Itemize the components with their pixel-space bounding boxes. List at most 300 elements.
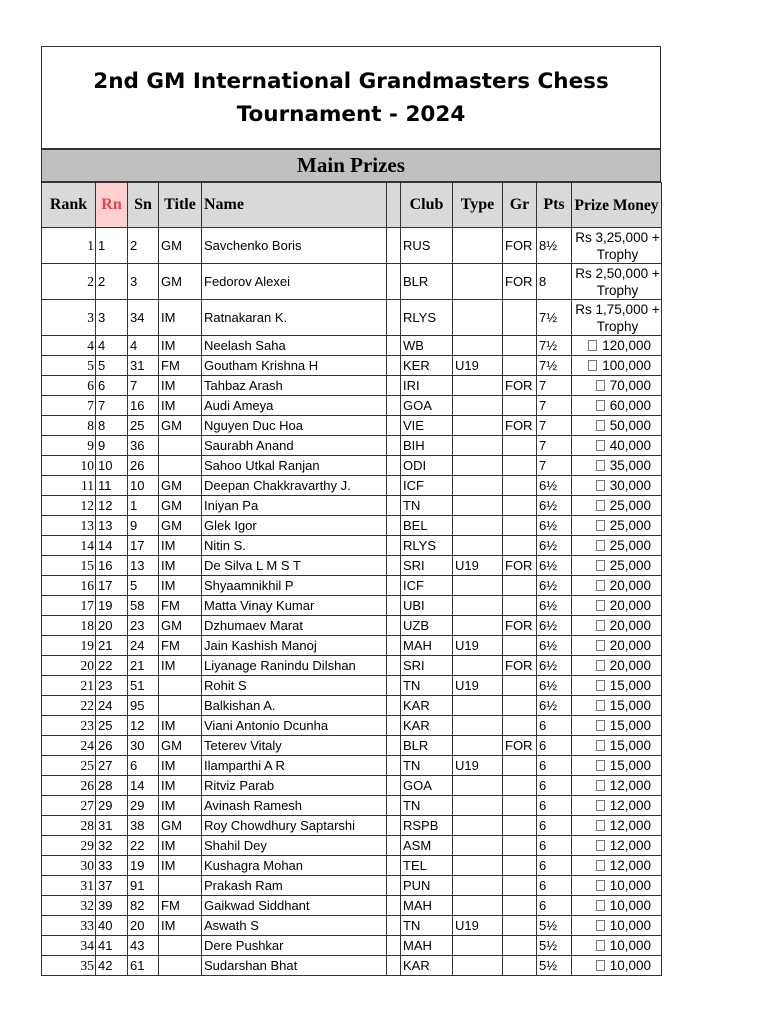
table-row	[42, 228, 662, 264]
cell-spacer	[387, 956, 401, 976]
currency-symbol-icon	[596, 580, 605, 591]
cell-type	[453, 264, 503, 300]
cell-title: FM	[159, 596, 202, 616]
table-row	[42, 836, 662, 856]
cell-title: FM	[159, 636, 202, 656]
cell-type	[453, 596, 503, 616]
cell-rn: 23	[96, 676, 128, 696]
cell-money	[572, 736, 662, 756]
currency-symbol-icon	[596, 880, 605, 891]
cell-title: FM	[159, 896, 202, 916]
cell-title: IM	[159, 796, 202, 816]
cell-spacer	[387, 416, 401, 436]
cell-money	[572, 576, 662, 596]
cell-gr	[503, 396, 537, 416]
cell-gr	[503, 836, 537, 856]
cell-rank: 15	[42, 556, 96, 576]
cell-rank: 23	[42, 716, 96, 736]
cell-spacer	[387, 936, 401, 956]
cell-money-value: 70,000	[609, 378, 651, 393]
cell-club: UZB	[401, 616, 453, 636]
cell-pts: 6½	[537, 556, 572, 576]
cell-rank: 19	[42, 636, 96, 656]
cell-name: Gaikwad Siddhant	[202, 896, 387, 916]
cell-club: TN	[401, 796, 453, 816]
cell-title	[159, 956, 202, 976]
cell-name: Aswath S	[202, 916, 387, 936]
cell-rn: 42	[96, 956, 128, 976]
cell-club: TN	[401, 756, 453, 776]
currency-symbol-icon	[596, 860, 605, 871]
cell-sn: 13	[128, 556, 159, 576]
col-header-prize-money: Prize Money	[572, 183, 662, 228]
table-row	[42, 876, 662, 896]
cell-title: IM	[159, 300, 202, 336]
cell-sn: 2	[128, 228, 159, 264]
cell-spacer	[387, 396, 401, 416]
cell-type	[453, 716, 503, 736]
cell-gr: FOR	[503, 376, 537, 396]
cell-gr: FOR	[503, 736, 537, 756]
cell-money-value: 15,000	[609, 678, 651, 693]
cell-money: Rs 2,50,000 + Trophy	[572, 264, 662, 300]
cell-club: BLR	[401, 264, 453, 300]
cell-sn: 5	[128, 576, 159, 596]
col-header-spacer	[387, 183, 401, 228]
cell-title: IM	[159, 536, 202, 556]
cell-title	[159, 876, 202, 896]
cell-club: KAR	[401, 716, 453, 736]
cell-club: GOA	[401, 776, 453, 796]
cell-gr	[503, 516, 537, 536]
cell-type	[453, 456, 503, 476]
cell-sn: 23	[128, 616, 159, 636]
tournament-title: 2nd GM International Grandmasters Chess Tournament - 2024	[41, 46, 661, 148]
cell-pts: 7	[537, 416, 572, 436]
cell-spacer	[387, 356, 401, 376]
cell-sn: 17	[128, 536, 159, 556]
cell-money-value: 10,000	[609, 898, 651, 913]
table-row	[42, 656, 662, 676]
cell-sn: 29	[128, 796, 159, 816]
cell-name: Savchenko Boris	[202, 228, 387, 264]
cell-sn: 82	[128, 896, 159, 916]
cell-rank: 7	[42, 396, 96, 416]
cell-name: Dere Pushkar	[202, 936, 387, 956]
cell-pts: 8½	[537, 228, 572, 264]
cell-sn: 1	[128, 496, 159, 516]
cell-club: ICF	[401, 576, 453, 596]
table-row	[42, 856, 662, 876]
cell-title	[159, 676, 202, 696]
cell-rank: 9	[42, 436, 96, 456]
header-row	[42, 183, 662, 228]
cell-money-value: 15,000	[609, 718, 651, 733]
cell-pts: 5½	[537, 956, 572, 976]
cell-rank: 33	[42, 916, 96, 936]
cell-pts: 6	[537, 776, 572, 796]
cell-pts: 6	[537, 756, 572, 776]
cell-name: Sudarshan Bhat	[202, 956, 387, 976]
cell-type	[453, 396, 503, 416]
cell-spacer	[387, 756, 401, 776]
table-row	[42, 696, 662, 716]
cell-money	[572, 796, 662, 816]
cell-club: ASM	[401, 836, 453, 856]
cell-money	[572, 756, 662, 776]
cell-sn: 7	[128, 376, 159, 396]
cell-title: GM	[159, 736, 202, 756]
cell-money	[572, 776, 662, 796]
cell-type	[453, 300, 503, 336]
cell-pts: 6½	[537, 516, 572, 536]
col-header-sn: Sn	[128, 183, 159, 228]
cell-type: U19	[453, 556, 503, 576]
table-row	[42, 756, 662, 776]
cell-title: IM	[159, 836, 202, 856]
cell-pts: 6	[537, 836, 572, 856]
cell-pts: 6	[537, 796, 572, 816]
cell-type	[453, 616, 503, 636]
currency-symbol-icon	[596, 700, 605, 711]
cell-rn: 33	[96, 856, 128, 876]
currency-symbol-icon	[588, 340, 597, 351]
cell-name: Nitin S.	[202, 536, 387, 556]
cell-club: BEL	[401, 516, 453, 536]
cell-type	[453, 376, 503, 396]
cell-name: Goutham Krishna H	[202, 356, 387, 376]
cell-club: KAR	[401, 956, 453, 976]
col-header-rank: Rank	[42, 183, 96, 228]
currency-symbol-icon	[596, 660, 605, 671]
cell-pts: 6½	[537, 576, 572, 596]
cell-sn: 43	[128, 936, 159, 956]
cell-sn: 30	[128, 736, 159, 756]
cell-title	[159, 696, 202, 716]
cell-title: IM	[159, 856, 202, 876]
cell-name: Dzhumaev Marat	[202, 616, 387, 636]
cell-spacer	[387, 636, 401, 656]
cell-type	[453, 516, 503, 536]
cell-money	[572, 696, 662, 716]
table-row	[42, 776, 662, 796]
cell-name: Roy Chowdhury Saptarshi	[202, 816, 387, 836]
cell-rn: 31	[96, 816, 128, 836]
cell-money	[572, 536, 662, 556]
cell-rank: 31	[42, 876, 96, 896]
currency-symbol-icon	[596, 920, 605, 931]
currency-symbol-icon	[588, 360, 597, 371]
cell-money	[572, 816, 662, 836]
currency-symbol-icon	[596, 640, 605, 651]
cell-rank: 3	[42, 300, 96, 336]
cell-money	[572, 556, 662, 576]
cell-sn: 16	[128, 396, 159, 416]
cell-club: MAH	[401, 936, 453, 956]
cell-type	[453, 576, 503, 596]
cell-gr	[503, 936, 537, 956]
cell-pts: 6½	[537, 616, 572, 636]
cell-type	[453, 796, 503, 816]
cell-pts: 7	[537, 436, 572, 456]
table-row	[42, 796, 662, 816]
cell-pts: 7	[537, 456, 572, 476]
cell-type	[453, 656, 503, 676]
cell-pts: 7½	[537, 336, 572, 356]
cell-type: U19	[453, 356, 503, 376]
table-row	[42, 376, 662, 396]
cell-money-value: 15,000	[609, 738, 651, 753]
cell-money-value: 35,000	[609, 458, 651, 473]
cell-name: Rohit S	[202, 676, 387, 696]
cell-rank: 12	[42, 496, 96, 516]
cell-rank: 27	[42, 796, 96, 816]
cell-spacer	[387, 596, 401, 616]
currency-symbol-icon	[596, 960, 605, 971]
cell-rn: 13	[96, 516, 128, 536]
table-row	[42, 416, 662, 436]
cell-money	[572, 836, 662, 856]
cell-type	[453, 856, 503, 876]
cell-type	[453, 876, 503, 896]
currency-symbol-icon	[596, 380, 605, 391]
cell-title	[159, 456, 202, 476]
currency-symbol-icon	[596, 900, 605, 911]
cell-rn: 28	[96, 776, 128, 796]
cell-pts: 6	[537, 856, 572, 876]
table-row	[42, 576, 662, 596]
cell-title: IM	[159, 916, 202, 936]
cell-sn: 20	[128, 916, 159, 936]
cell-spacer	[387, 836, 401, 856]
cell-rank: 17	[42, 596, 96, 616]
cell-gr: FOR	[503, 656, 537, 676]
cell-money-value: 20,000	[609, 638, 651, 653]
cell-gr	[503, 576, 537, 596]
currency-symbol-icon	[596, 740, 605, 751]
cell-sn: 22	[128, 836, 159, 856]
cell-pts: 6½	[537, 636, 572, 656]
cell-title: GM	[159, 496, 202, 516]
cell-type	[453, 896, 503, 916]
cell-rn: 10	[96, 456, 128, 476]
cell-sn: 4	[128, 336, 159, 356]
table-row	[42, 616, 662, 636]
currency-symbol-icon	[596, 400, 605, 411]
cell-money-value: 25,000	[609, 538, 651, 553]
cell-rank: 8	[42, 416, 96, 436]
cell-spacer	[387, 656, 401, 676]
cell-spacer	[387, 476, 401, 496]
cell-gr	[503, 896, 537, 916]
cell-sn: 31	[128, 356, 159, 376]
cell-title: IM	[159, 376, 202, 396]
cell-rn: 29	[96, 796, 128, 816]
cell-money-value: 40,000	[609, 438, 651, 453]
cell-spacer	[387, 856, 401, 876]
cell-club: MAH	[401, 636, 453, 656]
cell-pts: 7	[537, 396, 572, 416]
cell-name: Teterev Vitaly	[202, 736, 387, 756]
prize-sheet	[41, 46, 661, 976]
cell-rn: 6	[96, 376, 128, 396]
cell-type	[453, 336, 503, 356]
cell-type	[453, 496, 503, 516]
currency-symbol-icon	[596, 500, 605, 511]
cell-rn: 39	[96, 896, 128, 916]
cell-type	[453, 536, 503, 556]
cell-pts: 6½	[537, 476, 572, 496]
cell-sn: 51	[128, 676, 159, 696]
cell-gr: FOR	[503, 416, 537, 436]
cell-name: Iniyan Pa	[202, 496, 387, 516]
table-row	[42, 956, 662, 976]
cell-pts: 6	[537, 816, 572, 836]
cell-name: Sahoo Utkal Ranjan	[202, 456, 387, 476]
cell-name: Nguyen Duc Hoa	[202, 416, 387, 436]
cell-gr	[503, 816, 537, 836]
cell-type	[453, 956, 503, 976]
table-row	[42, 516, 662, 536]
col-header-title: Title	[159, 183, 202, 228]
cell-sn: 25	[128, 416, 159, 436]
cell-rank: 13	[42, 516, 96, 536]
table-row	[42, 556, 662, 576]
cell-type	[453, 696, 503, 716]
cell-name: Liyanage Ranindu Dilshan	[202, 656, 387, 676]
cell-money-value: 10,000	[609, 878, 651, 893]
cell-rn: 41	[96, 936, 128, 956]
cell-sn: 91	[128, 876, 159, 896]
cell-name: Jain Kashish Manoj	[202, 636, 387, 656]
cell-club: TEL	[401, 856, 453, 876]
cell-club: TN	[401, 676, 453, 696]
cell-rank: 2	[42, 264, 96, 300]
cell-gr	[503, 796, 537, 816]
cell-club: MAH	[401, 896, 453, 916]
cell-rn: 37	[96, 876, 128, 896]
cell-spacer	[387, 264, 401, 300]
cell-money-value: 20,000	[609, 658, 651, 673]
cell-rank: 24	[42, 736, 96, 756]
cell-rank: 26	[42, 776, 96, 796]
table-row	[42, 436, 662, 456]
cell-title: GM	[159, 476, 202, 496]
cell-club: WB	[401, 336, 453, 356]
currency-symbol-icon	[596, 840, 605, 851]
cell-title: IM	[159, 716, 202, 736]
cell-gr	[503, 956, 537, 976]
cell-title: GM	[159, 264, 202, 300]
cell-title: GM	[159, 616, 202, 636]
cell-rank: 25	[42, 756, 96, 776]
cell-gr	[503, 716, 537, 736]
cell-type: U19	[453, 916, 503, 936]
cell-sn: 24	[128, 636, 159, 656]
cell-rn: 40	[96, 916, 128, 936]
cell-money: Rs 3,25,000 + Trophy	[572, 228, 662, 264]
cell-money-value: 25,000	[609, 558, 651, 573]
cell-pts: 7½	[537, 300, 572, 336]
cell-sn: 58	[128, 596, 159, 616]
cell-name: Avinash Ramesh	[202, 796, 387, 816]
cell-money	[572, 336, 662, 356]
cell-type: U19	[453, 636, 503, 656]
cell-title: IM	[159, 656, 202, 676]
cell-spacer	[387, 736, 401, 756]
cell-money-value: 10,000	[609, 938, 651, 953]
cell-title: GM	[159, 228, 202, 264]
cell-money-value: 50,000	[609, 418, 651, 433]
section-title: Main Prizes	[41, 148, 661, 182]
cell-rank: 18	[42, 616, 96, 636]
currency-symbol-icon	[596, 420, 605, 431]
cell-spacer	[387, 616, 401, 636]
cell-name: Saurabh Anand	[202, 436, 387, 456]
cell-rank: 6	[42, 376, 96, 396]
cell-club: UBI	[401, 596, 453, 616]
cell-money-value: 25,000	[609, 498, 651, 513]
cell-money-value: 100,000	[602, 358, 651, 373]
cell-club: BLR	[401, 736, 453, 756]
table-row	[42, 596, 662, 616]
cell-money	[572, 496, 662, 516]
col-header-gr: Gr	[503, 183, 537, 228]
cell-rn: 12	[96, 496, 128, 516]
currency-symbol-icon	[596, 820, 605, 831]
cell-club: KER	[401, 356, 453, 376]
cell-pts: 8	[537, 264, 572, 300]
cell-name: Ilamparthi A R	[202, 756, 387, 776]
cell-spacer	[387, 336, 401, 356]
cell-rn: 19	[96, 596, 128, 616]
cell-spacer	[387, 676, 401, 696]
cell-rn: 22	[96, 656, 128, 676]
cell-club: PUN	[401, 876, 453, 896]
cell-rn: 1	[96, 228, 128, 264]
cell-money	[572, 376, 662, 396]
cell-rank: 22	[42, 696, 96, 716]
cell-name: Ritviz Parab	[202, 776, 387, 796]
cell-gr	[503, 536, 537, 556]
cell-gr	[503, 636, 537, 656]
cell-money: Rs 1,75,000 + Trophy	[572, 300, 662, 336]
table-row	[42, 936, 662, 956]
table-row	[42, 356, 662, 376]
col-header-rn: Rn	[96, 183, 128, 228]
currency-symbol-icon	[596, 600, 605, 611]
table-row	[42, 300, 662, 336]
cell-spacer	[387, 876, 401, 896]
cell-sn: 6	[128, 756, 159, 776]
table-row	[42, 716, 662, 736]
cell-money	[572, 636, 662, 656]
cell-money	[572, 616, 662, 636]
cell-money-value: 120,000	[602, 338, 651, 353]
cell-sn: 38	[128, 816, 159, 836]
cell-name: Balkishan A.	[202, 696, 387, 716]
cell-rank: 10	[42, 456, 96, 476]
currency-symbol-icon	[596, 520, 605, 531]
cell-money-value: 12,000	[609, 818, 651, 833]
cell-spacer	[387, 456, 401, 476]
cell-money	[572, 396, 662, 416]
cell-club: SRI	[401, 656, 453, 676]
cell-rn: 24	[96, 696, 128, 716]
cell-money-value: 20,000	[609, 598, 651, 613]
cell-name: Shyaamnikhil P	[202, 576, 387, 596]
cell-sn: 14	[128, 776, 159, 796]
